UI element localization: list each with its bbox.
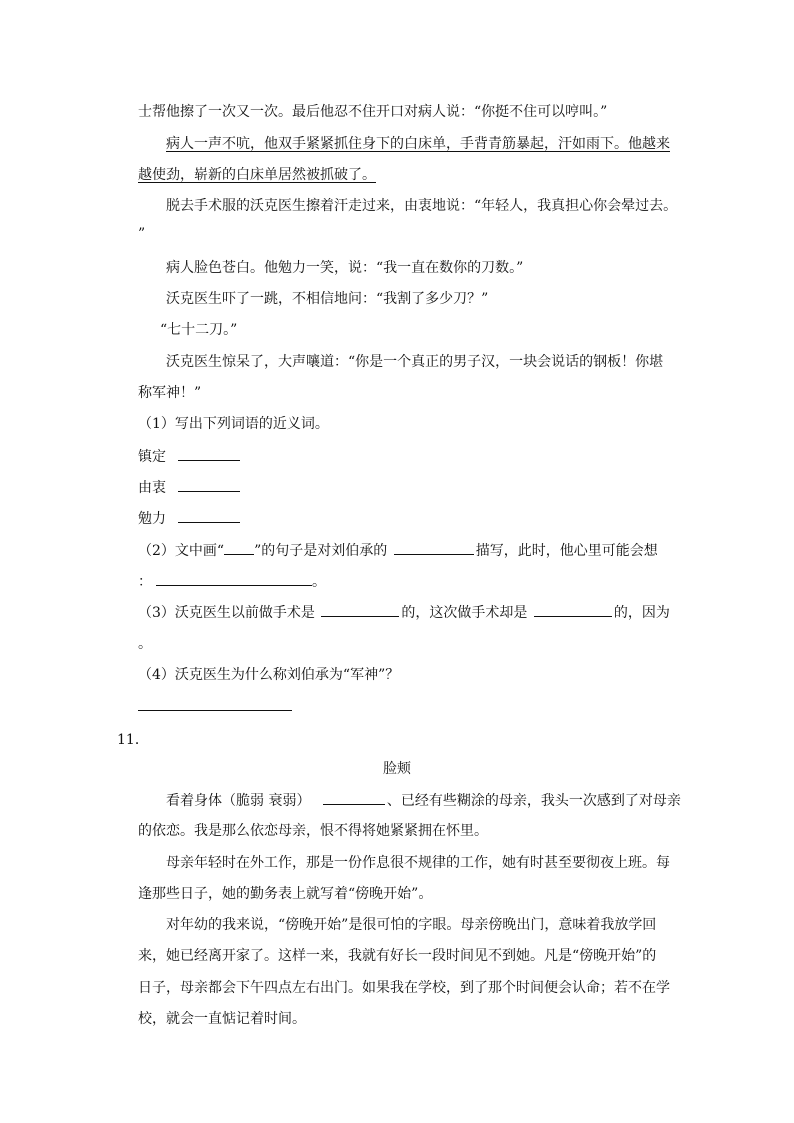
passage-line: 脱去手术服的沃克医生擦着汗走过来，由衷地说：“年轻人，我真担心你会晕过去。 bbox=[166, 198, 678, 214]
passage-line: 沃克医生惊呆了，大声嚷道：“你是一个真正的男子汉，一块会说话的钢板！你堪 bbox=[166, 354, 664, 370]
synonym-word: 勉力 bbox=[138, 511, 166, 527]
answer-blank[interactable] bbox=[178, 446, 240, 461]
passage-line: 来，她已经离开家了。这样一来，我就有好长一段时间见不到她。凡是“傍晚开始”的 bbox=[138, 948, 657, 964]
question-2: （2）文中画“ ”的句子是对刘伯承的 描写，此时，他心里可能会想 bbox=[138, 540, 658, 561]
answer-blank[interactable] bbox=[138, 696, 292, 711]
passage-line: 校，就会一直惦记着时间。 bbox=[138, 1011, 306, 1027]
passage-title: 脸颊 bbox=[383, 761, 411, 777]
passage-line: 沃克医生吓了一跳，不相信地问：“我割了多少刀？” bbox=[166, 291, 489, 307]
underlined-sentence-line: 病人一声不吭，他双手紧紧抓住身下的白床单，手背青筋暴起，汗如雨下。他越来 bbox=[166, 136, 670, 152]
passage-line: 日子，母亲都会下午四点左右出门。如果我在学校，到了那个时间便会认命；若不在学 bbox=[138, 980, 670, 996]
question-3-continued: 。 bbox=[138, 636, 152, 652]
passage-line: 士帮他擦了一次又一次。最后他忍不住开口对病人说：“你挺不住可以哼叫。” bbox=[138, 104, 608, 120]
passage-line: ” bbox=[138, 226, 146, 242]
synonym-item bbox=[138, 446, 240, 467]
passage-line: “七十二刀。” bbox=[160, 322, 238, 338]
answer-blank[interactable] bbox=[394, 540, 474, 555]
question-number: 11． bbox=[117, 732, 149, 748]
passage-line: 看着身体（脆弱 衰弱） 、已经有些糊涂的母亲，我头一次感到了对母亲 bbox=[166, 790, 681, 811]
synonym-item bbox=[138, 477, 240, 498]
synonym-word: 镇定 bbox=[138, 449, 166, 465]
answer-blank[interactable] bbox=[321, 602, 399, 617]
answer-blank[interactable] bbox=[323, 790, 385, 805]
synonym-item bbox=[138, 508, 240, 529]
synonym-word: 由衷 bbox=[138, 480, 166, 496]
underline-mark bbox=[224, 540, 254, 555]
question-3: （3）沃克医生以前做手术是 的，这次做手术却是 的，因为 bbox=[138, 602, 670, 623]
passage-line: 对年幼的我来说，“傍晚开始”是很可怕的字眼。母亲傍晚出门，意味着我放学回 bbox=[166, 917, 657, 933]
passage-line: 病人脸色苍白。他勉力一笑，说：“我一直在数你的刀数。” bbox=[166, 260, 524, 276]
passage-line: 的依恋。我是那么依恋母亲，恨不得将她紧紧拥在怀里。 bbox=[138, 823, 488, 839]
passage-line: 称军神！” bbox=[138, 385, 202, 401]
question-4-answer bbox=[138, 696, 292, 717]
answer-blank[interactable] bbox=[178, 477, 240, 492]
answer-blank[interactable] bbox=[534, 602, 612, 617]
question-4: （4）沃克医生为什么称刘伯承为“军神”？ bbox=[138, 667, 400, 683]
passage-line: 母亲年轻时在外工作，那是一份作息很不规律的工作，她有时甚至要彻夜上班。每 bbox=[166, 855, 670, 871]
passage-line: 逢那些日子，她的勤务表上就写着“傍晚开始”。 bbox=[138, 886, 433, 902]
question-1: （1）写出下列词语的近义词。 bbox=[138, 416, 329, 432]
underlined-sentence-line: 越使劲，崭新的白床单居然被抓破了。 bbox=[138, 167, 376, 183]
answer-blank[interactable] bbox=[156, 571, 312, 586]
question-2-continued: ： 。 bbox=[138, 571, 326, 592]
answer-blank[interactable] bbox=[178, 508, 240, 523]
